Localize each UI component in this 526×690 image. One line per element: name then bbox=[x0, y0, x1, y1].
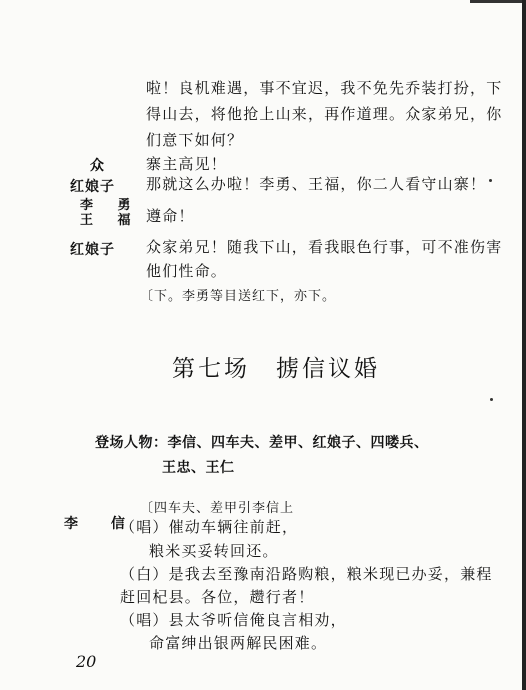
scan-edge-top bbox=[470, 0, 526, 3]
speaker-li-xin: 李 信 bbox=[64, 516, 139, 532]
speaker-wang-fu: 王 福 bbox=[80, 213, 141, 228]
li-xin-line: 粮米买妥转回还。 bbox=[149, 542, 279, 560]
scene-title: 第七场 掳信议婚 bbox=[172, 356, 380, 382]
continuation-line-1: 啦！良机难遇，事不宜迟，我不免先乔装打扮，下 bbox=[146, 79, 503, 97]
li-xin-line: 命富绅出银两解民困难。 bbox=[149, 634, 328, 652]
speaker-hongniangzi: 红娘子 bbox=[70, 242, 115, 258]
speaker-crowd: 众 bbox=[90, 158, 105, 174]
speaker-li-yong: 李 勇 bbox=[80, 198, 141, 213]
cast-list-line-1: 登场人物：李信、四车夫、差甲、红娘子、四喽兵、 bbox=[95, 435, 429, 451]
dialogue-line: 众家弟兄！随我下山，看我眼色行事，可不准伤害 bbox=[146, 238, 503, 256]
dialogue-line: 他们性命。 bbox=[146, 262, 228, 280]
li-xin-line: （白）是我去至豫南沿路购粮，粮米现已办妥，兼程 bbox=[120, 565, 493, 583]
li-xin-line: 赶回杞县。各位，趱行者！ bbox=[120, 588, 315, 606]
scan-speck bbox=[490, 398, 493, 401]
continuation-line-3: 们意下如何？ bbox=[146, 131, 244, 149]
dialogue-line: 寨主高见！ bbox=[146, 155, 228, 173]
li-xin-line: （唱）催动车辆往前赶， bbox=[120, 518, 299, 536]
scan-edge-right bbox=[522, 0, 526, 690]
dialogue-line: 遵命！ bbox=[146, 207, 195, 225]
stage-direction: 〔四车夫、差甲引李信上 bbox=[140, 501, 295, 516]
continuation-line-2: 得山去，将他抢上山来，再作道理。众家弟兄，你 bbox=[146, 105, 503, 123]
scan-speck bbox=[489, 179, 492, 182]
stage-direction: 〔下。李勇等目送红下，亦下。 bbox=[140, 289, 337, 304]
li-xin-line: （唱）县太爷听信俺良言相劝， bbox=[120, 611, 347, 629]
dialogue-line: 那就这么办啦！李勇、王福，你二人看守山寨！ bbox=[146, 175, 487, 193]
page-number: 20 bbox=[76, 652, 97, 671]
speaker-hongniangzi: 红娘子 bbox=[70, 179, 115, 195]
cast-list-line-2: 王忠、王仁 bbox=[162, 460, 235, 476]
